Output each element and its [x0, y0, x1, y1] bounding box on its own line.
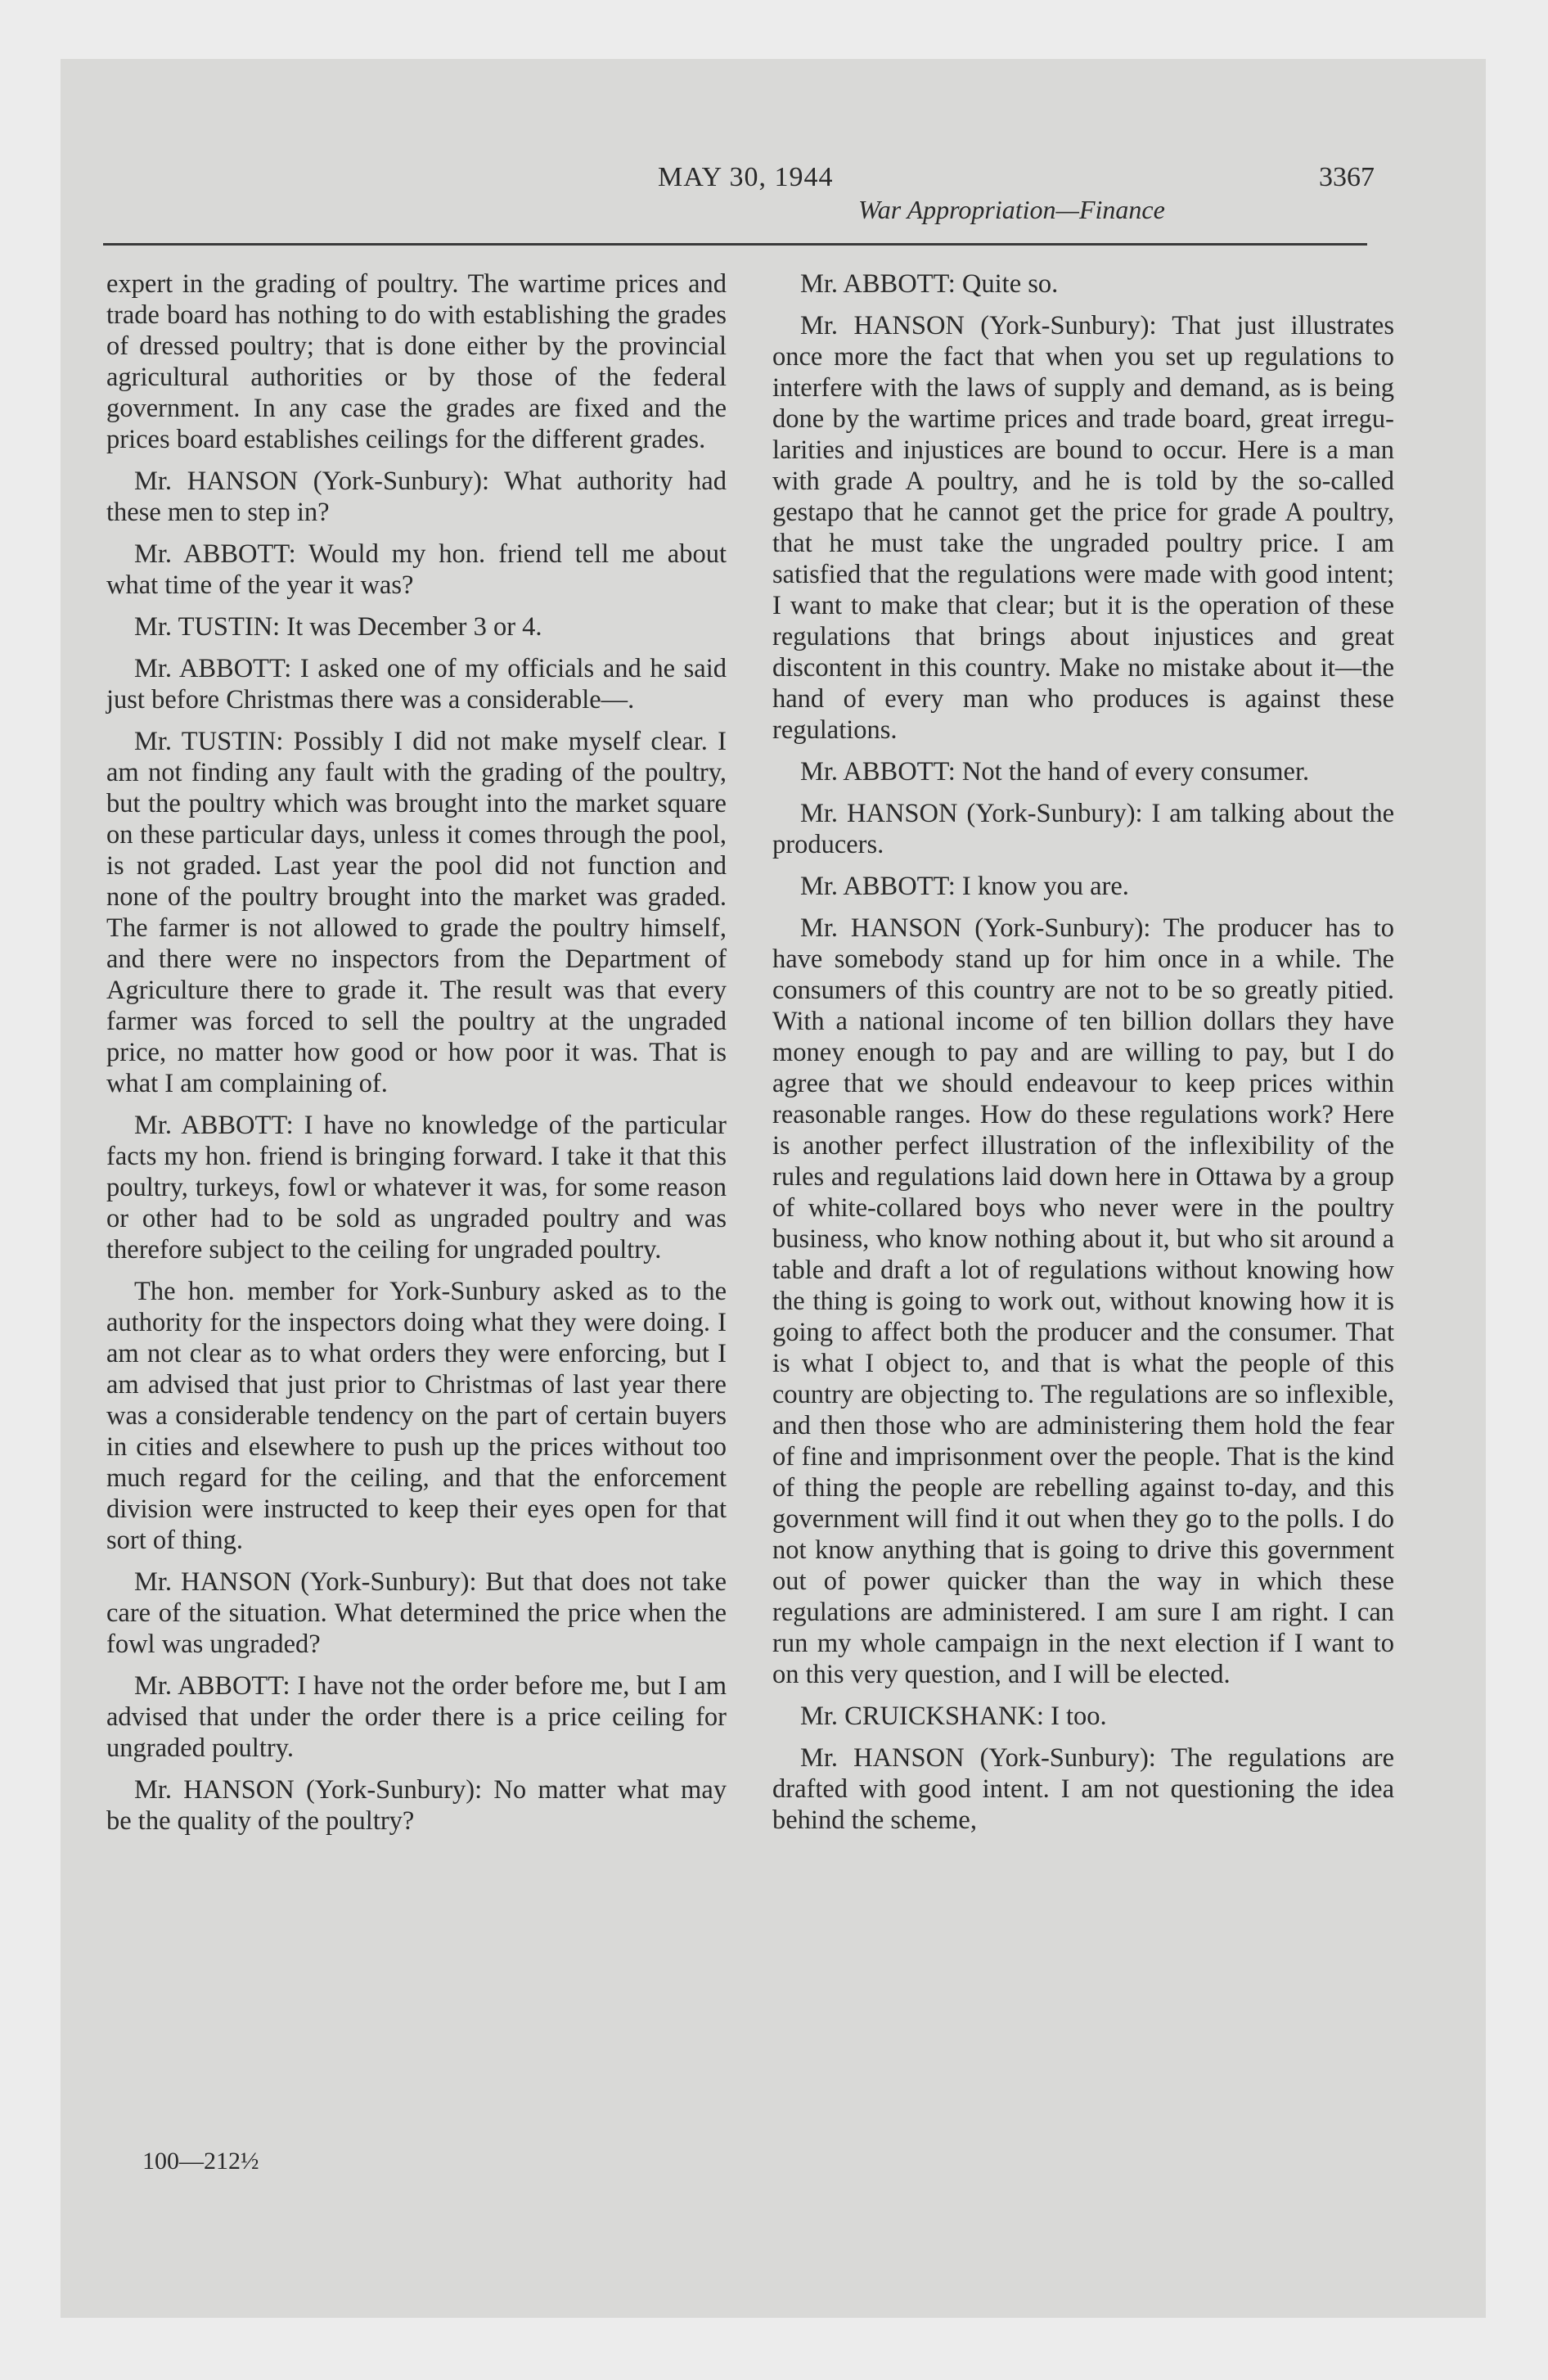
paragraph: expert in the grading of poultry. The wartime prices and trade board has nothing to do with establishing the grades of dressed poultry; that is done either by the provincial agricultural authorities or by those of the federal government. In any case the grades are fixed and the prices board establishes ceilings for the different grades. [106, 269, 727, 454]
paragraph: Mr. ABBOTT: I asked one of my officials and he said just before Christmas there was a considerable—. [106, 654, 727, 714]
paragraph: Mr. HANSON (York-Sunbury): No matter what may be the quality of the poultry? [106, 1775, 727, 1836]
paragraph: The hon. member for York-Sunbury asked as to the authority for the inspectors doing what they were doing. I am not clear as to what orders they were enforcing, but I am advised that just prior to Christmas of last year there was a considerable tendency on the part of certain buyers in cities and elsewhere to push up the prices without too much regard for the ceiling, and that the enforcement division were instructed to keep their eyes open for that sort of thing. [106, 1277, 727, 1555]
page-header [61, 162, 1486, 244]
footer-signature-code: 100—212½ [142, 2148, 259, 2175]
paragraph: Mr. HANSON (York-Sunbury): The regulations are drafted with good intent. I am not questioning the idea behind the scheme, [772, 1743, 1394, 1835]
paragraph: Mr. TUSTIN: It was December 3 or 4. [134, 612, 542, 642]
right-column [772, 268, 1394, 1846]
paragraph: Mr. ABBOTT: Not the hand of every consumer. [800, 757, 1310, 787]
left-column [106, 268, 727, 1847]
paragraph: Mr. ABBOTT: I know you are. [800, 872, 1129, 901]
header-subtitle: War Appropriation—Finance [858, 195, 1165, 224]
paragraph: Mr. HANSON (York-Sunbury): That just illustrates once more the fact that when you set up regulations to interfere with the laws of supply and demand, as is being done by the wartime prices and trade board, great irregularities and injustices are bound to occur. Here is a man with grade A poultry, and he is told by the so-called gestapo that he cannot get the price for grade A poultry, that he must take the ungraded poultry price. I am satisfied that the regulations were made with good intent; I want to make that clear; but it is the operation of these regulations that brings about injustices and great discontent in this country. Make no mistake about it—the hand of every man who produces is against these regulations. [772, 311, 1394, 745]
paragraph: Mr. ABBOTT: I have no knowledge of the particular facts my hon. friend is bringing forward. I take it that this poultry, turkeys, fowl or whatever it was, for some reason or other had to be sold as ungraded poultry and was therefore subject to the ceiling for ungraded poultry. [106, 1111, 727, 1264]
paragraph: Mr. HANSON (York-Sunbury): But that does not take care of the situation. What determined the price when the fowl was ungraded? [106, 1567, 727, 1659]
paragraph: Mr. HANSON (York-Sunbury): What authority had these men to step in? [106, 467, 727, 527]
paragraph: Mr. HANSON (York-Sunbury): The producer has to have somebody stand up for him once in a while. The consumers of this country are not to be so greatly pitied. With a national income of ten billion dollars they have money enough to pay and are willing to pay, but I do agree that we should endeavour to keep prices within reasonable ranges. How do these regulations work? Here is another perfect illustration of the inflexibility of the rules and regulations laid down here in Ottawa by a group of white-collared boys who never were in the poultry business, who know nothing about it, but who sit around a table and draft a lot of regulations without knowing how the thing is going to work out, without knowing how it is going to affect both the producer and the consumer. That is what I object to, and that is what the people of this country are objecting to. The regulations are so inflexible, and then those who are administering them hold the fear of fine and imprisonment over the people. That is the kind of thing the people are rebelling against to-day, and this government will find it out when they go to the polls. I do not know anything that is going to drive this government out of power quicker than the way in which these regulations are administered. I am sure I am right. I can run my whole campaign in the next election if I want to on this very question, and I will be elected. [772, 913, 1394, 1689]
paragraph: Mr. ABBOTT: Would my hon. friend tell me about what time of the year it was? [106, 539, 727, 600]
paragraph: Mr. CRUICKSHANK: I too. [800, 1702, 1107, 1731]
document-page [61, 59, 1486, 2318]
paragraph: Mr. HANSON (York-Sunbury): I am talking about the producers. [772, 799, 1394, 859]
header-page-number: 3367 [1319, 162, 1375, 192]
paragraph: Mr. ABBOTT: I have not the order before me, but I am advised that under the order there is a price ceiling for ungraded poultry. [106, 1671, 727, 1763]
paragraph: Mr. ABBOTT: Quite so. [800, 269, 1059, 299]
header-rule [103, 243, 1367, 246]
paragraph: Mr. TUSTIN: Possibly I did not make myself clear. I am not finding any fault with the grading of the poultry, but the poultry which was brought into the market square on these particular days, unless it comes through the pool, is not graded. Last year the pool did not function and none of the poultry brought into the market was graded. The farmer is not allowed to grade the poultry himself, and there were no inspectors from the Department of Agriculture there to grade it. The result was that every farmer was forced to sell the poultry at the ungraded price, no matter how good or how poor it was. That is what I am complaining of. [106, 727, 727, 1098]
header-date: MAY 30, 1944 [658, 162, 834, 192]
